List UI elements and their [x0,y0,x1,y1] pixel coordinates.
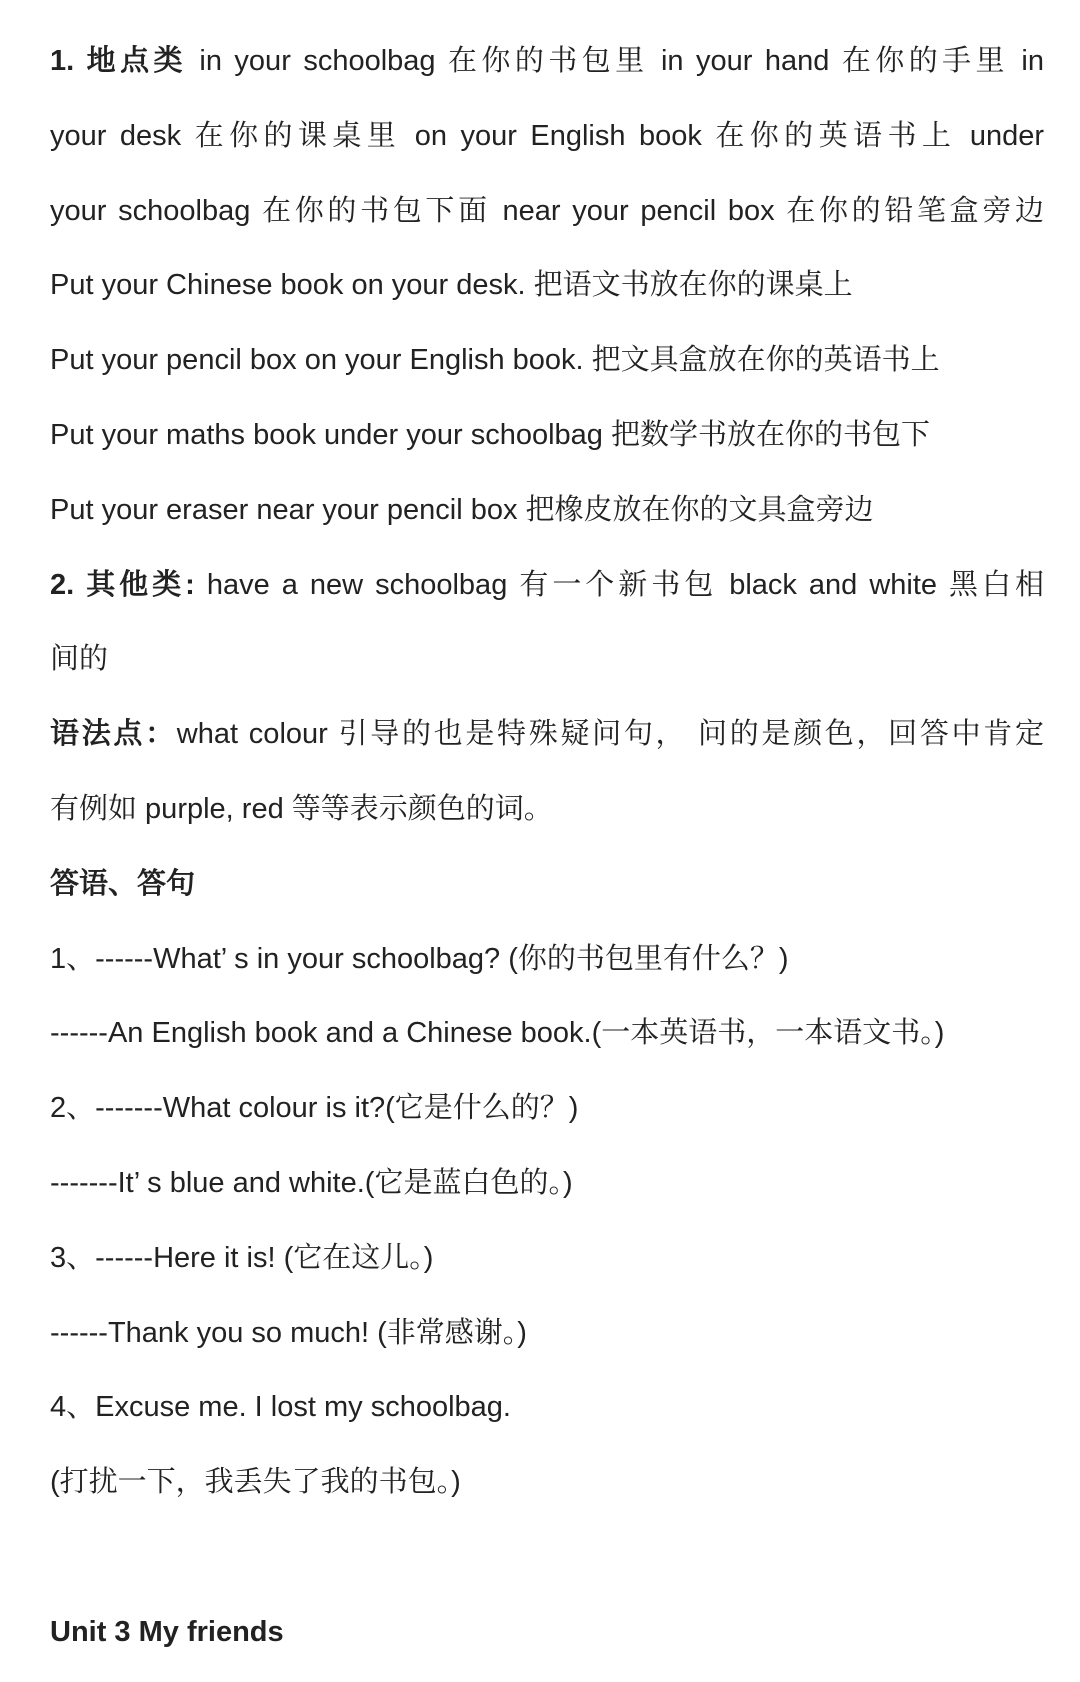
text-line [50,1595,1044,1670]
line-text: (打扰一下，我丢失了我的书包。) [50,1466,461,1499]
line-text: your schoolbag 在你的书包下面 near your pencil box 在你的铅笔盒旁边 [50,194,1044,227]
line-text: 有例如 purple, red 等等表示颜色的词。 [50,792,553,825]
dialogue-line [50,1370,1044,1445]
text-line [50,772,1044,847]
line-text: Put your pencil box on your English book. 把文具盒放在你的英语书上 [50,344,940,377]
line-text: have a new schoolbag 有一个新书包 black and white 黑白相 [206,568,1044,601]
dialogue-line [50,1296,1044,1371]
line-text: -------It’ s blue and white.(它是蓝白色的。) [50,1166,573,1199]
line-text: ------An English book and a Chinese book.(一本英语书，一本语文书。) [50,1017,945,1050]
text-line [50,622,1044,697]
text-line [50,697,1044,772]
text-line [50,99,1044,174]
dialogue-line [50,1071,1044,1146]
section-heading-others: 2. 其他类: [50,568,195,601]
document-body [50,24,1044,1670]
dialogue-line [50,1445,1044,1520]
line-text: ------Thank you so much! (非常感谢。) [50,1316,527,1349]
answers-heading: 答语、答句 [50,867,196,900]
grammar-heading: 语法点： [50,718,177,751]
line-text: your desk 在你的课桌里 on your English book 在你的英语书上 under [50,119,1044,152]
text-line [50,473,1044,548]
dialogue-line [50,1146,1044,1221]
line-text: 间的 [50,643,109,676]
blank-line [50,1520,1044,1595]
dialogue-line [50,996,1044,1071]
text-line [50,398,1044,473]
dialogue-line [50,922,1044,997]
line-text: 3、------Here it is! (它在这儿。) [50,1241,434,1274]
line-text: 1、------What’ s in your schoolbag? (你的书包里有什么？) [50,942,789,975]
line-text: Put your Chinese book on your desk. 把语文书放在你的课桌上 [50,269,853,302]
line-text: what colour 引导的也是特殊疑问句， 问的是颜色，回答中肯定 [176,718,1044,751]
line-text: 4、Excuse me. I lost my schoolbag. [50,1391,511,1424]
line-text: 2、-------What colour is it?(它是什么的？) [50,1092,579,1125]
section-heading-places: 1. 地点类 [50,45,187,77]
line-text: Put your eraser near your pencil box 把橡皮放在你的文具盒旁边 [50,493,874,526]
text-line [50,248,1044,323]
text-line [50,847,1044,922]
text-line [50,323,1044,398]
unit-heading: Unit 3 My friends [50,1615,284,1648]
dialogue-line [50,1221,1044,1296]
line-text: Put your maths book under your schoolbag 把数学书放在你的书包下 [50,418,930,451]
text-line [50,24,1044,99]
text-line [50,548,1044,623]
text-line [50,174,1044,249]
line-text: in your schoolbag 在你的书包里 in your hand 在你的手里 in [199,45,1044,77]
